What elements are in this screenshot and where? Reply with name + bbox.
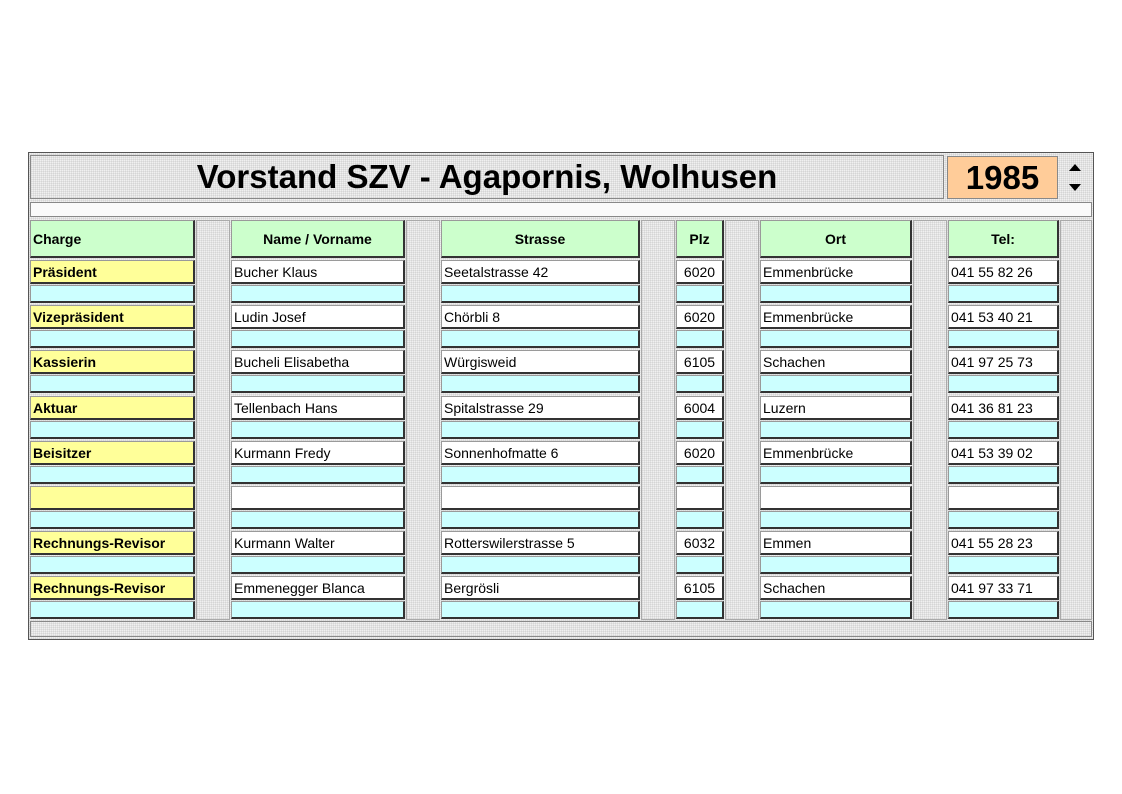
cell-tel[interactable]: 041 36 81 23 [948,396,1059,420]
separator-cell[interactable] [948,466,1059,484]
page-title-text: Vorstand SZV - Agapornis, Wolhusen [196,158,778,195]
separator-cell[interactable] [30,466,195,484]
cell-tel[interactable]: 041 53 40 21 [948,305,1059,329]
cell-plz[interactable]: 6004 [676,396,724,420]
year-spin-down-button[interactable] [1064,178,1086,196]
separator-cell[interactable] [30,421,195,439]
cell-name[interactable]: Tellenbach Hans [231,396,405,420]
separator-cell[interactable] [441,421,640,439]
cell-ort[interactable]: Schachen [760,576,912,600]
page-title [30,155,944,199]
cell-charge[interactable]: Beisitzer [30,441,195,465]
cell-plz[interactable] [676,486,724,510]
cell-strasse[interactable] [441,486,640,510]
cell-ort[interactable]: Schachen [760,350,912,374]
separator-cell[interactable] [231,511,405,529]
separator-cell[interactable] [676,375,724,393]
separator-cell[interactable] [441,285,640,303]
separator-cell[interactable] [231,375,405,393]
separator-cell[interactable] [441,601,640,619]
cell-tel[interactable] [948,486,1059,510]
cell-strasse[interactable]: Seetalstrasse 42 [441,260,640,284]
cell-strasse[interactable]: Würgisweid [441,350,640,374]
cell-plz[interactable]: 6105 [676,350,724,374]
separator-cell[interactable] [760,421,912,439]
separator-cell[interactable] [231,330,405,348]
separator-cell[interactable] [441,511,640,529]
separator-cell[interactable] [30,330,195,348]
separator-cell[interactable] [676,330,724,348]
year-value: 1985 [965,158,1040,196]
cell-ort[interactable]: Emmenbrücke [760,441,912,465]
triangle-up-icon [1069,164,1081,171]
separator-cell[interactable] [948,601,1059,619]
triangle-down-icon [1069,184,1081,191]
cell-charge[interactable] [30,486,195,510]
separator-cell[interactable] [441,375,640,393]
cell-name[interactable]: Kurmann Fredy [231,441,405,465]
column-gap [1060,220,1092,620]
separator-cell[interactable] [30,601,195,619]
separator-cell[interactable] [760,375,912,393]
separator-cell[interactable] [231,556,405,574]
cell-charge[interactable]: Kassierin [30,350,195,374]
separator-cell[interactable] [948,375,1059,393]
separator-cell[interactable] [676,466,724,484]
separator-cell[interactable] [760,601,912,619]
cell-ort[interactable]: Emmen [760,531,912,555]
separator-cell[interactable] [948,285,1059,303]
separator-cell[interactable] [441,466,640,484]
separator-cell[interactable] [231,601,405,619]
cell-plz[interactable]: 6020 [676,260,724,284]
column-gap [725,220,759,620]
cell-name[interactable]: Ludin Josef [231,305,405,329]
separator-cell[interactable] [676,285,724,303]
cell-ort[interactable] [760,486,912,510]
separator-cell[interactable] [441,330,640,348]
cell-name[interactable]: Bucher Klaus [231,260,405,284]
year-field[interactable] [947,156,1058,199]
cell-name[interactable] [231,486,405,510]
cell-tel[interactable]: 041 55 28 23 [948,531,1059,555]
year-spin-up-button[interactable] [1064,158,1086,176]
separator-cell[interactable] [231,421,405,439]
cell-name[interactable]: Kurmann Walter [231,531,405,555]
cell-strasse[interactable]: Spitalstrasse 29 [441,396,640,420]
subtitle-bar [30,202,1092,217]
header-name: Name / Vorname [231,220,405,258]
cell-strasse[interactable]: Sonnenhofmatte 6 [441,441,640,465]
separator-cell[interactable] [760,556,912,574]
separator-cell[interactable] [760,285,912,303]
cell-tel[interactable]: 041 97 33 71 [948,576,1059,600]
header-plz: Plz [676,220,724,258]
cell-plz[interactable]: 6032 [676,531,724,555]
separator-cell[interactable] [231,285,405,303]
separator-cell[interactable] [231,466,405,484]
separator-cell[interactable] [760,466,912,484]
column-gap [913,220,947,620]
separator-cell[interactable] [760,330,912,348]
cell-charge[interactable]: Vizepräsident [30,305,195,329]
separator-cell[interactable] [30,285,195,303]
column-gap [641,220,675,620]
separator-cell[interactable] [441,556,640,574]
column-gap [196,220,230,620]
separator-cell[interactable] [760,511,912,529]
column-gap [406,220,440,620]
separator-cell[interactable] [676,421,724,439]
header-strasse: Strasse [441,220,640,258]
separator-cell[interactable] [30,511,195,529]
cell-plz[interactable]: 6020 [676,305,724,329]
separator-cell[interactable] [948,330,1059,348]
cell-strasse[interactable]: Bergrösli [441,576,640,600]
separator-cell[interactable] [676,511,724,529]
cell-ort[interactable]: Luzern [760,396,912,420]
separator-cell[interactable] [30,375,195,393]
separator-cell[interactable] [948,421,1059,439]
separator-cell[interactable] [676,556,724,574]
separator-cell[interactable] [676,601,724,619]
cell-tel[interactable]: 041 97 25 73 [948,350,1059,374]
cell-name[interactable]: Emmenegger Blanca [231,576,405,600]
cell-charge[interactable]: Rechnungs-Revisor [30,531,195,555]
separator-cell[interactable] [30,556,195,574]
separator-cell[interactable] [948,511,1059,529]
cell-name[interactable]: Bucheli Elisabetha [231,350,405,374]
separator-cell[interactable] [948,556,1059,574]
cell-strasse[interactable]: Rotterswilerstrasse 5 [441,531,640,555]
cell-charge[interactable]: Rechnungs-Revisor [30,576,195,600]
cell-ort[interactable]: Emmenbrücke [760,260,912,284]
cell-tel[interactable]: 041 53 39 02 [948,441,1059,465]
cell-tel[interactable]: 041 55 82 26 [948,260,1059,284]
bottom-bar [30,621,1092,637]
cell-charge[interactable]: Präsident [30,260,195,284]
header-ort: Ort [760,220,912,258]
cell-charge[interactable]: Aktuar [30,396,195,420]
cell-plz[interactable]: 6105 [676,576,724,600]
cell-plz[interactable]: 6020 [676,441,724,465]
header-tel: Tel: [948,220,1059,258]
cell-strasse[interactable]: Chörbli 8 [441,305,640,329]
cell-ort[interactable]: Emmenbrücke [760,305,912,329]
header-charge: Charge [30,220,195,258]
